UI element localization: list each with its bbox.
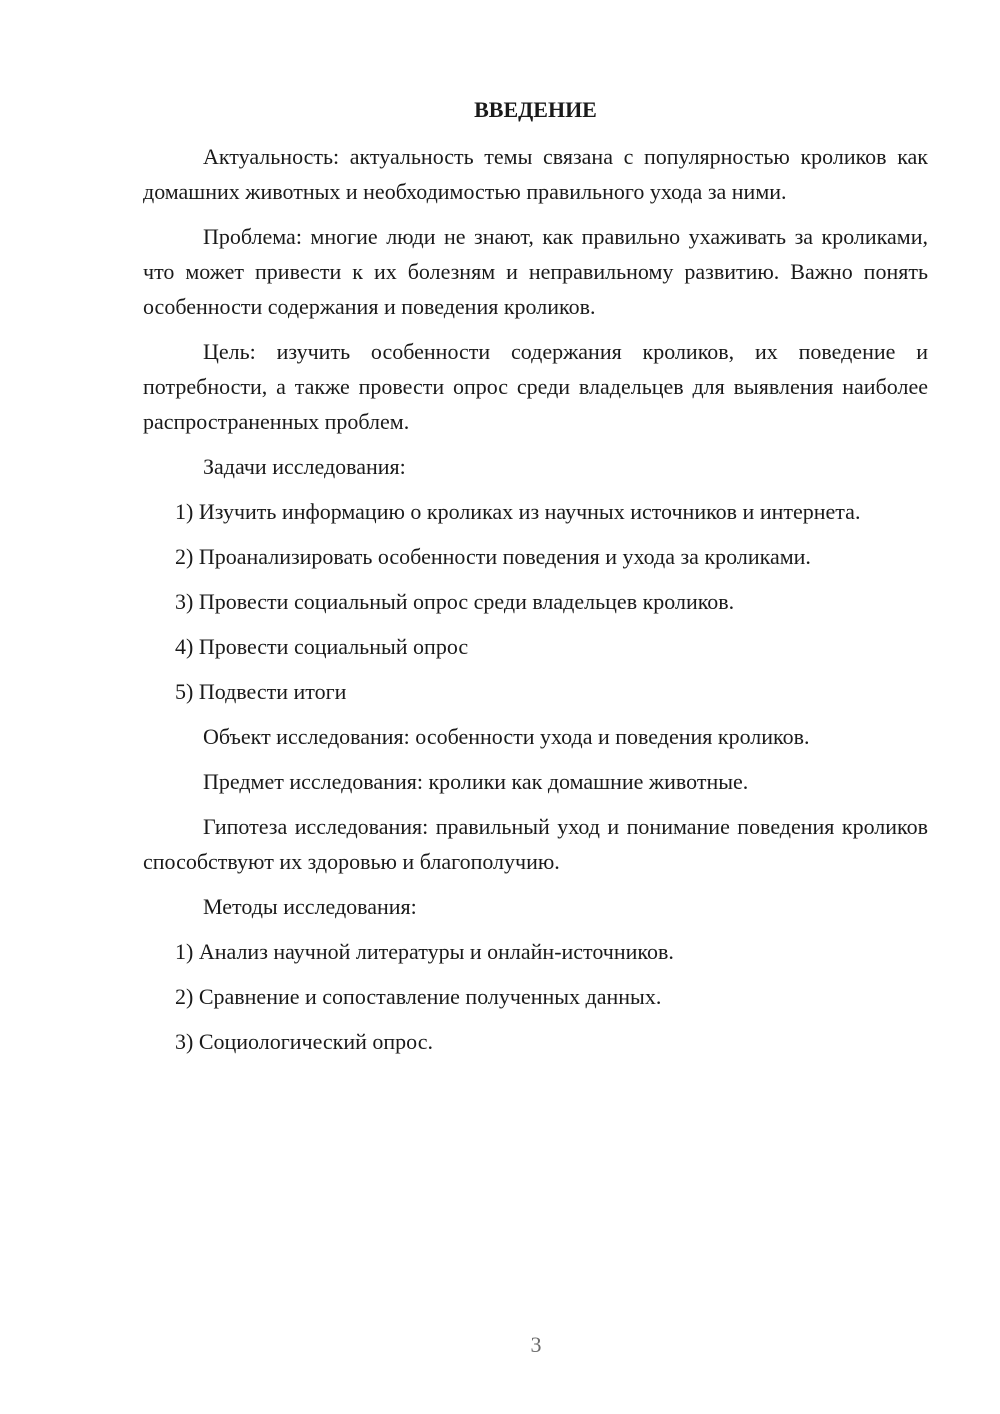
- method-item-1: 1) Анализ научной литературы и онлайн-источников.: [175, 939, 674, 964]
- method-item-2: 2) Сравнение и сопоставление полученных данных.: [175, 984, 662, 1009]
- task-item-3: 3) Провести социальный опрос среди владельцев кроликов.: [175, 589, 735, 614]
- paragraph-relevance: Актуальность: актуальность темы связана с популярностью кроликов как домашних животных и необходимостью правильного ухода за ними.: [143, 144, 928, 204]
- paragraph-hypothesis: Гипотеза исследования: правильный уход и понимание поведения кроликов способствуют их здоровью и благополучию.: [143, 814, 928, 874]
- page-number: 3: [530, 1332, 542, 1357]
- task-item-5: 5) Подвести итоги: [175, 679, 347, 704]
- paragraph-goal: Цель: изучить особенности содержания кроликов, их поведение и потребности, а также провести опрос среди владельцев для выявления наиболее распространенных проблем.: [143, 339, 928, 434]
- section-heading: ВВЕДЕНИЕ: [474, 97, 597, 122]
- paragraph-problem: Проблема: многие люди не знают, как правильно ухаживать за кроликами, что может привести к их болезням и неправильному развитию. Важно понять особенности содержания и поведения кроликов.: [143, 224, 928, 319]
- task-item-2: 2) Проанализировать особенности поведения и ухода за кроликами.: [175, 544, 811, 569]
- paragraph-tasks-heading: Задачи исследования:: [203, 454, 406, 479]
- paragraph-subject: Предмет исследования: кролики как домашние животные.: [203, 769, 749, 794]
- method-item-3: 3) Социологический опрос.: [175, 1029, 433, 1054]
- paragraph-methods-heading: Методы исследования:: [203, 894, 417, 919]
- page-content: [143, 95, 928, 1069]
- task-item-1: 1) Изучить информацию о кроликах из научных источников и интернета.: [175, 499, 861, 524]
- task-item-4: 4) Провести социальный опрос: [175, 634, 469, 659]
- paragraph-object: Объект исследования: особенности ухода и поведения кроликов.: [203, 724, 810, 749]
